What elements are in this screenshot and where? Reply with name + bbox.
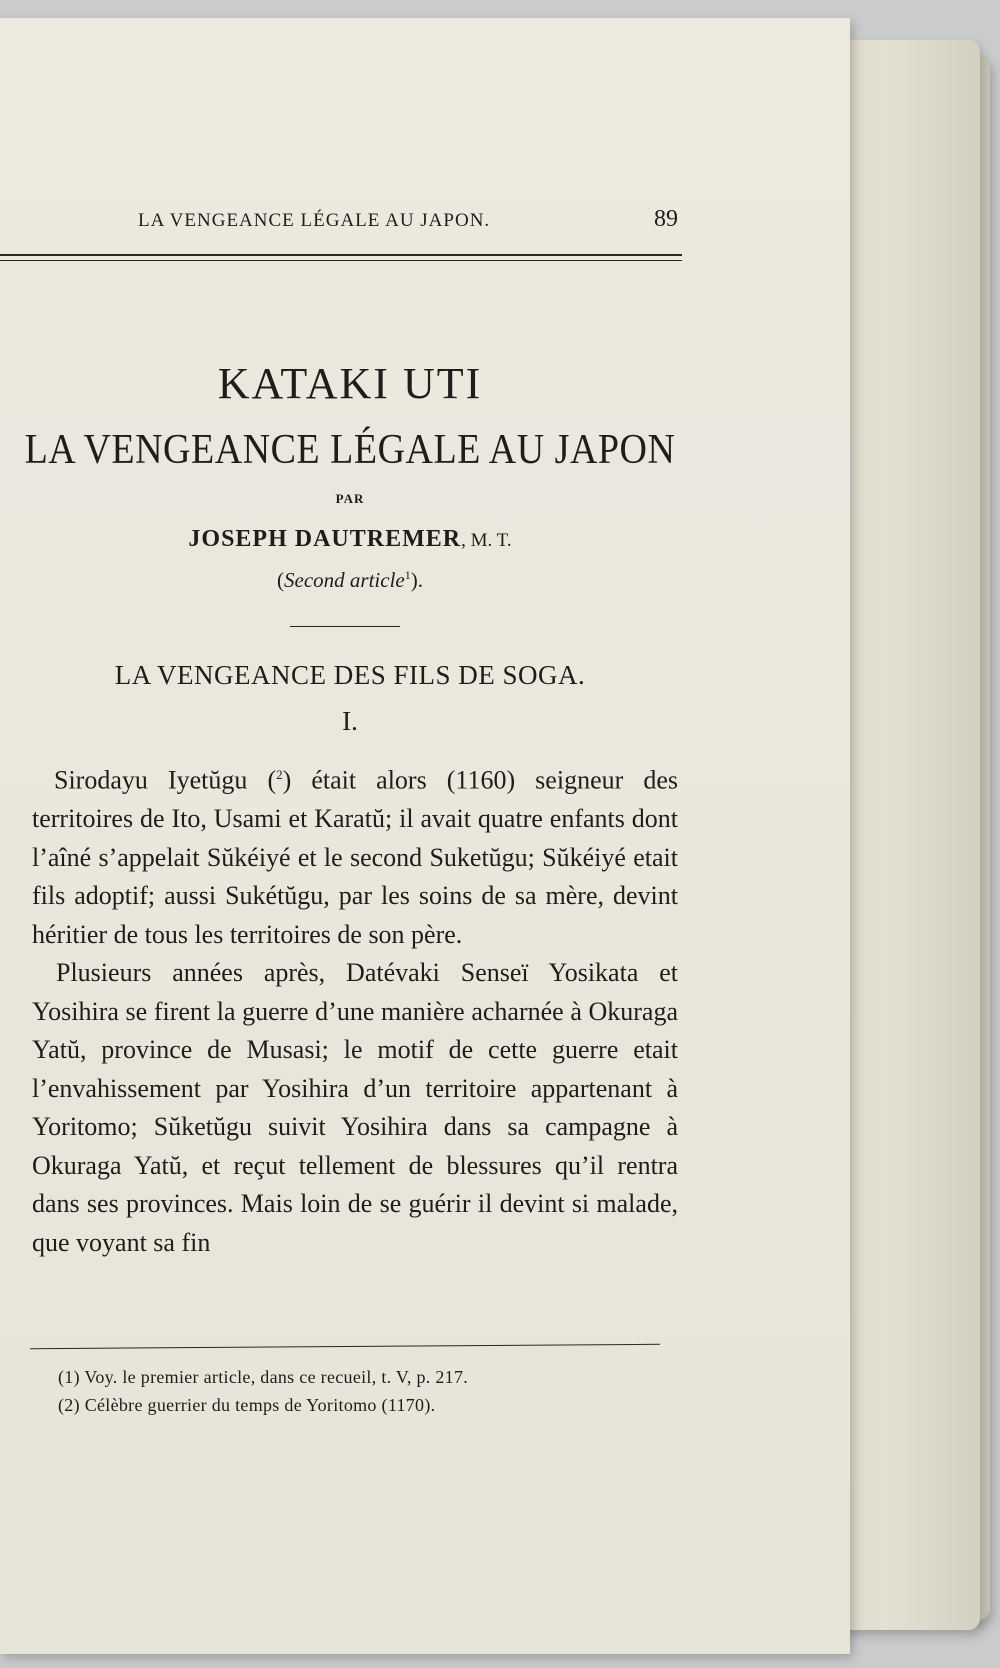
footnote-ref-2: 2 — [276, 767, 283, 782]
paragraph-1-start: Sirodayu Iyetŭgu ( — [54, 765, 277, 795]
paragraph-1-rest: ) était alors (1160) seigneur des territoires de Ito, Usami et Karatŭ; il avait quatre enfants dont l’aîné s’appelait Sŭkéiyé et le second Suketŭgu; Sŭkéiyé etait fils adoptif; aussi Sukétŭgu, par les soins de sa mère, devint héritier de tous les territoires de son père. — [32, 765, 678, 949]
running-title: LA VENGEANCE LÉGALE AU JAPON. — [138, 210, 491, 231]
body-text — [32, 756, 678, 1262]
page-number: 89 — [654, 206, 678, 232]
section-divider — [290, 626, 400, 627]
paragraph-2: Plusieurs années après, Datévaki Senseï Yosikata et Yosihira se firent la guerre d’une manière acharnée à Okuraga Yatŭ, province de Musasi; le motif de cette guerre etait l’envahissement par Yosihira d’un territoire appartenant à Yoritomo; Sŭketŭgu suivit Yosihira dans sa campagne à Okuraga Yatŭ, et reçut tellement de blessures qu’il rentra dans ses provinces. Mais loin de se guérir il devint si malade, que voyant sa fin — [32, 958, 678, 1257]
footnote-2: (2) Célèbre guerrier du temps de Yoritomo (1170). — [58, 1395, 436, 1415]
footnote-rule — [30, 1344, 660, 1349]
article-note-open: ( — [277, 568, 285, 592]
article-note — [0, 568, 700, 593]
footnote-ref-1: 1 — [404, 568, 411, 582]
running-header — [138, 206, 678, 233]
footnotes — [58, 1363, 678, 1419]
article-note-close: ). — [410, 568, 423, 592]
author-suffix: , M. T. — [461, 530, 512, 551]
author-line — [0, 526, 700, 553]
book-page — [0, 18, 850, 1654]
article-note-text: Second article — [284, 568, 405, 592]
header-double-rule — [0, 254, 682, 261]
by-line-label: PAR — [335, 491, 365, 506]
article-subtitle: LA VENGEANCE LÉGALE AU JAPON — [24, 426, 676, 474]
paragraph-1 — [32, 756, 678, 954]
section-numeral: I. — [342, 706, 358, 736]
footnote-1: (1) Voy. le premier article, dans ce recueil, t. V, p. 217. — [58, 1367, 469, 1387]
section-title: LA VENGEANCE DES FILS DE SOGA. — [114, 660, 586, 690]
article-title: KATAKI UTI — [217, 359, 483, 408]
author-name: JOSEPH DAUTREMER — [188, 526, 462, 552]
